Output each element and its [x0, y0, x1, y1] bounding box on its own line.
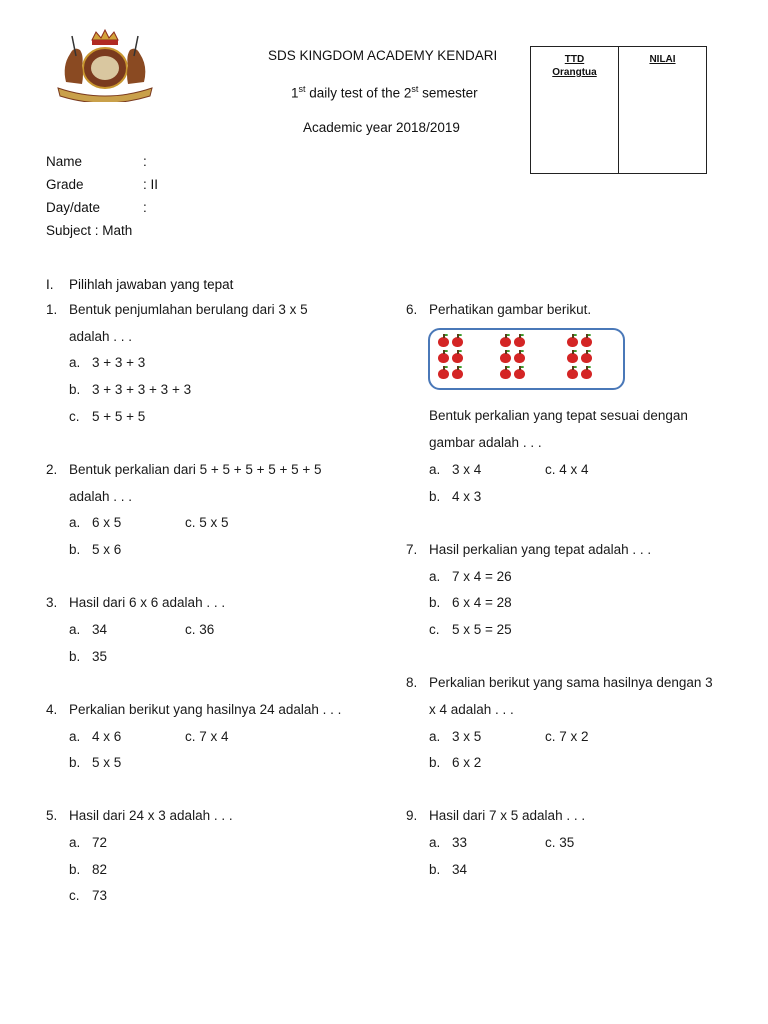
- section-title: Pilihlah jawaban yang tepat: [69, 277, 234, 292]
- left-option-letter: b.: [69, 649, 81, 664]
- right-option-text[interactable]: 3 x 4: [452, 462, 482, 477]
- right-question-number: 7.: [406, 542, 418, 557]
- left-question-text: Hasil dari 6 x 6 adalah . . .: [69, 595, 226, 610]
- right-option-text[interactable]: 7 x 4 = 26: [452, 569, 512, 584]
- left-option-letter: a.: [69, 835, 81, 850]
- left-option-text[interactable]: 4 x 6: [92, 729, 122, 744]
- subject-line: Subject : Math: [46, 223, 133, 238]
- left-option-letter: c.: [69, 888, 80, 903]
- school-logo: [54, 26, 156, 102]
- left-question-number: 2.: [46, 462, 58, 477]
- left-option-letter: b.: [69, 382, 81, 397]
- field-daydate-label: Day/date: [46, 200, 101, 215]
- left-question-number: 5.: [46, 808, 58, 823]
- left-question-text: adalah . . .: [69, 329, 133, 344]
- field-grade-value: : II: [143, 177, 159, 192]
- ttd-orangtua-column[interactable]: [531, 47, 619, 173]
- field-name-label: Name: [46, 154, 83, 169]
- left-option-text[interactable]: 3 + 3 + 3: [92, 355, 146, 370]
- right-option-text[interactable]: 33: [452, 835, 468, 850]
- apple-icon: [567, 369, 578, 379]
- field-daydate-value[interactable]: :: [143, 200, 147, 215]
- left-option-letter: a.: [69, 729, 81, 744]
- school-name: SDS KINGDOM ACADEMY KENDARI: [268, 48, 498, 63]
- left-question-text: Bentuk penjumlahan berulang dari 3 x 5: [69, 302, 308, 317]
- left-option-letter: a.: [69, 515, 81, 530]
- test-title-part: semester: [418, 85, 478, 101]
- right-option-text[interactable]: 34: [452, 862, 468, 877]
- left-option-text[interactable]: 5 x 5: [92, 755, 122, 770]
- left-option-letter: a.: [69, 622, 81, 637]
- right-question-number: 6.: [406, 302, 418, 317]
- left-option-text[interactable]: 5 + 5 + 5: [92, 409, 146, 424]
- left-question-number: 1.: [46, 302, 58, 317]
- test-title-sup: st: [411, 84, 419, 94]
- right-option-text[interactable]: c. 35: [545, 835, 575, 850]
- left-option-text[interactable]: 35: [92, 649, 108, 664]
- right-option-letter: b.: [429, 862, 441, 877]
- right-question-text: Perkalian berikut yang sama hasilnya dengan 3: [429, 675, 713, 690]
- right-option-letter: a.: [429, 729, 441, 744]
- field-grade-label: Grade: [46, 177, 84, 192]
- left-option-text[interactable]: 34: [92, 622, 108, 637]
- orangtua-label: Orangtua: [552, 67, 597, 78]
- right-option-letter: b.: [429, 755, 441, 770]
- nilai-column[interactable]: [619, 47, 706, 173]
- apple-icon: [514, 369, 525, 379]
- right-question-text: x 4 adalah . . .: [429, 702, 514, 717]
- left-question-text: Bentuk perkalian dari 5 + 5 + 5 + 5 + 5 + 5: [69, 462, 322, 477]
- left-option-text[interactable]: 82: [92, 862, 108, 877]
- apple-icon: [567, 353, 578, 363]
- right-question-number: 8.: [406, 675, 418, 690]
- apple-icon: [438, 337, 449, 347]
- apple-icon: [500, 353, 511, 363]
- left-option-text[interactable]: c. 5 x 5: [185, 515, 229, 530]
- right-option-letter: a.: [429, 462, 441, 477]
- left-option-text[interactable]: 6 x 5: [92, 515, 122, 530]
- apple-icon: [452, 369, 463, 379]
- left-question-text: adalah . . .: [69, 489, 133, 504]
- left-option-text[interactable]: c. 7 x 4: [185, 729, 229, 744]
- apple-icon: [438, 369, 449, 379]
- right-option-text[interactable]: 4 x 3: [452, 489, 482, 504]
- apple-icon: [581, 353, 592, 363]
- test-title-sup: st: [298, 84, 306, 94]
- signature-score-box: [530, 46, 707, 174]
- right-option-text[interactable]: c. 4 x 4: [545, 462, 589, 477]
- left-question-number: 4.: [46, 702, 58, 717]
- right-option-letter: a.: [429, 835, 441, 850]
- apple-icon: [581, 369, 592, 379]
- apple-picture: [428, 328, 625, 390]
- right-option-letter: b.: [429, 489, 441, 504]
- left-option-letter: b.: [69, 862, 81, 877]
- right-question-text: Hasil dari 7 x 5 adalah . . .: [429, 808, 586, 823]
- academic-year: Academic year 2018/2019: [303, 120, 460, 135]
- crest-icon: [54, 26, 156, 102]
- apple-icon: [452, 337, 463, 347]
- apple-icon: [500, 337, 511, 347]
- right-option-letter: c.: [429, 622, 440, 637]
- left-question-number: 3.: [46, 595, 58, 610]
- apple-icon: [500, 369, 511, 379]
- apple-icon: [581, 337, 592, 347]
- nilai-label: NILAI: [649, 54, 676, 65]
- test-title-part: daily test of the 2: [305, 85, 412, 101]
- ttd-label: TTD: [564, 54, 585, 65]
- left-question-text: Hasil dari 24 x 3 adalah . . .: [69, 808, 233, 823]
- right-option-text[interactable]: 3 x 5: [452, 729, 482, 744]
- right-option-text[interactable]: 5 x 5 = 25: [452, 622, 512, 637]
- left-option-letter: b.: [69, 542, 81, 557]
- right-question-text: gambar adalah . . .: [429, 435, 542, 450]
- right-option-text[interactable]: c. 7 x 2: [545, 729, 589, 744]
- test-title: [291, 84, 478, 101]
- left-option-text[interactable]: 3 + 3 + 3 + 3 + 3: [92, 382, 192, 397]
- left-question-text: Perkalian berikut yang hasilnya 24 adalah . . .: [69, 702, 342, 717]
- apple-icon: [567, 337, 578, 347]
- apple-icon: [452, 353, 463, 363]
- apple-icon: [438, 353, 449, 363]
- left-option-text[interactable]: 73: [92, 888, 108, 903]
- right-option-text[interactable]: 6 x 2: [452, 755, 482, 770]
- left-option-text[interactable]: 72: [92, 835, 108, 850]
- field-name-value[interactable]: :: [143, 154, 147, 169]
- left-option-text[interactable]: 5 x 6: [92, 542, 122, 557]
- section-number: I.: [46, 277, 54, 292]
- right-question-text: Perhatikan gambar berikut.: [429, 302, 592, 317]
- test-title-part: 1: [291, 85, 299, 101]
- left-option-text[interactable]: c. 36: [185, 622, 215, 637]
- left-option-letter: a.: [69, 355, 81, 370]
- right-question-text: Hasil perkalian yang tepat adalah . . .: [429, 542, 652, 557]
- left-option-letter: b.: [69, 755, 81, 770]
- right-question-text: Bentuk perkalian yang tepat sesuai dengan: [429, 408, 688, 423]
- left-option-letter: c.: [69, 409, 80, 424]
- right-option-letter: a.: [429, 569, 441, 584]
- apple-icon: [514, 353, 525, 363]
- apple-icon: [514, 337, 525, 347]
- right-option-text[interactable]: 6 x 4 = 28: [452, 595, 512, 610]
- right-option-letter: b.: [429, 595, 441, 610]
- right-question-number: 9.: [406, 808, 418, 823]
